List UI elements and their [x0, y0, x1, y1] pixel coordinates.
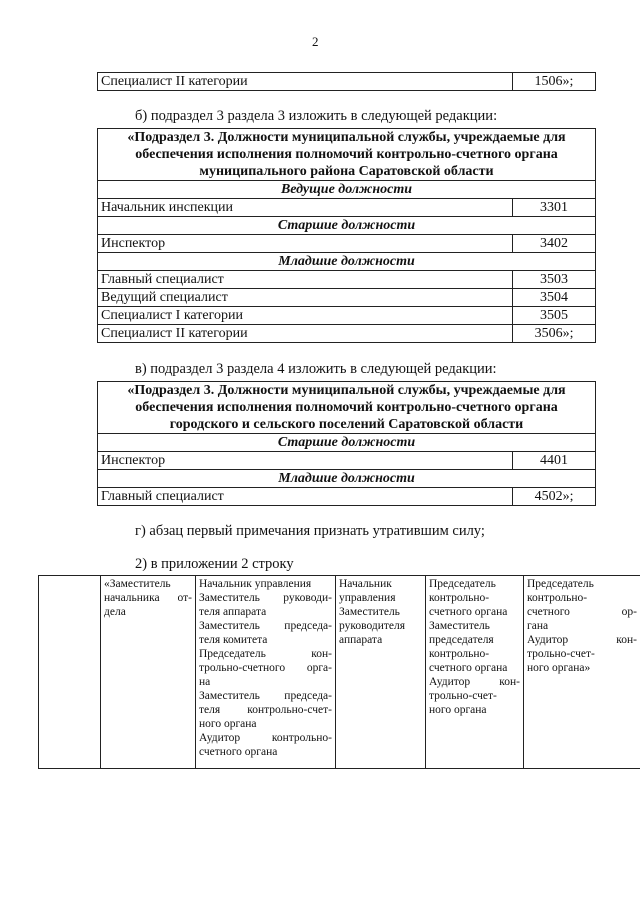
cell-line: Председатель	[429, 578, 496, 590]
position-name: Специалист II категории	[98, 325, 513, 343]
cell-line: «Заместитель	[104, 578, 171, 590]
cell-line: на	[199, 676, 211, 688]
section-heading: Младшие должности	[98, 253, 596, 271]
cell-line: Заместитель	[339, 606, 400, 618]
cell-line: ного органа	[429, 704, 487, 716]
position-code: 3301	[513, 199, 596, 217]
cell-line: Аудитор кон-	[527, 634, 637, 646]
page-number: 2	[312, 34, 319, 49]
cell-line: ного органа	[199, 718, 257, 730]
title-line: муниципального района Саратовской области	[199, 164, 494, 179]
grid-cell-position	[101, 576, 196, 769]
position-name: Специалист I категории	[98, 307, 513, 325]
table-row	[98, 325, 596, 343]
section-heading: Старшие должности	[98, 434, 596, 452]
cell-line: счетного органа	[199, 746, 278, 758]
grid-cell-col4	[426, 576, 524, 769]
cell-line: трольно-счетного орга-	[199, 662, 332, 674]
section-heading: Старшие должности	[98, 217, 596, 235]
table-row	[98, 307, 596, 325]
cell-line: Заместитель председа-	[199, 620, 332, 632]
position-code: 3504	[513, 289, 596, 307]
cell-line: начальника от-	[104, 592, 192, 604]
title-line: обеспечения исполнения полномочий контрольно-счетного органа	[135, 147, 558, 162]
cell-line: управления	[339, 592, 396, 604]
position-name: Специалист II категории	[98, 73, 513, 91]
table-row	[98, 235, 596, 253]
section-heading: Ведущие должности	[98, 181, 596, 199]
paragraph-g: г) абзац первый примечания признать утратившим силу;	[135, 523, 485, 539]
table-v	[97, 381, 596, 506]
cell-line: трольно-счет-	[429, 690, 497, 702]
paragraph-2: 2) в приложении 2 строку	[135, 556, 294, 572]
table-row	[98, 488, 596, 506]
table-title	[98, 129, 596, 181]
title-line: городского и сельского поселений Саратовской области	[169, 417, 524, 432]
cell-line: Заместитель	[429, 620, 490, 632]
position-name: Инспектор	[98, 235, 513, 253]
position-code: 3402	[513, 235, 596, 253]
cell-line: руководителя	[339, 620, 406, 632]
cell-line: Начальник управления	[199, 578, 312, 590]
cell-line: счетного ор-	[527, 606, 637, 618]
grid-cell-empty	[39, 576, 101, 769]
cell-line: Председатель	[527, 578, 594, 590]
cell-line: дела	[104, 606, 126, 618]
position-code: 4401	[513, 452, 596, 470]
grid-cell-col2	[196, 576, 336, 769]
table-title-row	[98, 382, 596, 434]
cell-line: контрольно-	[429, 592, 490, 604]
cell-line: Аудитор контрольно-	[199, 732, 332, 744]
cell-line: теля аппарата	[199, 606, 267, 618]
position-code: 3506»;	[513, 325, 596, 343]
cell-line: Начальник	[339, 578, 392, 590]
table-b	[97, 128, 596, 343]
cell-line: счетного органа	[429, 606, 508, 618]
cell-line: Председатель кон-	[199, 648, 332, 660]
cell-line: контрольно-	[429, 648, 490, 660]
position-code: 3503	[513, 271, 596, 289]
table-title-row	[98, 129, 596, 181]
position-code: 1506»;	[513, 73, 596, 91]
title-line: «Подраздел 3. Должности муниципальной службы, учреждаемые для	[127, 130, 566, 145]
cell-line: ного органа»	[527, 662, 591, 674]
position-name: Инспектор	[98, 452, 513, 470]
table-continuation	[97, 72, 596, 91]
title-line: «Подраздел 3. Должности муниципальной службы, учреждаемые для	[127, 383, 566, 398]
title-line: обеспечения исполнения полномочий контрольно-счетного органа	[135, 400, 558, 415]
cell-line: Заместитель руководи-	[199, 592, 332, 604]
cell-line: аппарата	[339, 634, 383, 646]
cell-line: трольно-счет-	[527, 648, 595, 660]
position-name: Главный специалист	[98, 271, 513, 289]
table-row	[98, 73, 596, 91]
cell-line: председателя	[429, 634, 494, 646]
grid-cell-col3	[336, 576, 426, 769]
cell-line: Заместитель председа-	[199, 690, 332, 702]
table-row	[98, 289, 596, 307]
cell-line: Аудитор кон-	[429, 676, 520, 688]
cell-line: теля комитета	[199, 634, 268, 646]
cell-line: счетного органа	[429, 662, 508, 674]
position-name: Главный специалист	[98, 488, 513, 506]
paragraph-v: в) подраздел 3 раздела 4 изложить в следующей редакции:	[135, 361, 497, 377]
table-row	[98, 199, 596, 217]
cell-line: теля контрольно-счет-	[199, 704, 332, 716]
grid-cell-col5	[524, 576, 640, 769]
position-code: 4502»;	[513, 488, 596, 506]
table-title	[98, 382, 596, 434]
position-name: Начальник инспекции	[98, 199, 513, 217]
cell-line: контрольно-	[527, 592, 588, 604]
table-row	[98, 271, 596, 289]
table-row	[98, 452, 596, 470]
paragraph-b: б) подраздел 3 раздела 3 изложить в следующей редакции:	[135, 108, 498, 124]
table-row	[39, 576, 640, 769]
position-name: Ведущий специалист	[98, 289, 513, 307]
section-heading: Младшие должности	[98, 470, 596, 488]
position-code: 3505	[513, 307, 596, 325]
cell-line: гана	[527, 620, 549, 632]
appendix-2-row	[38, 575, 640, 769]
